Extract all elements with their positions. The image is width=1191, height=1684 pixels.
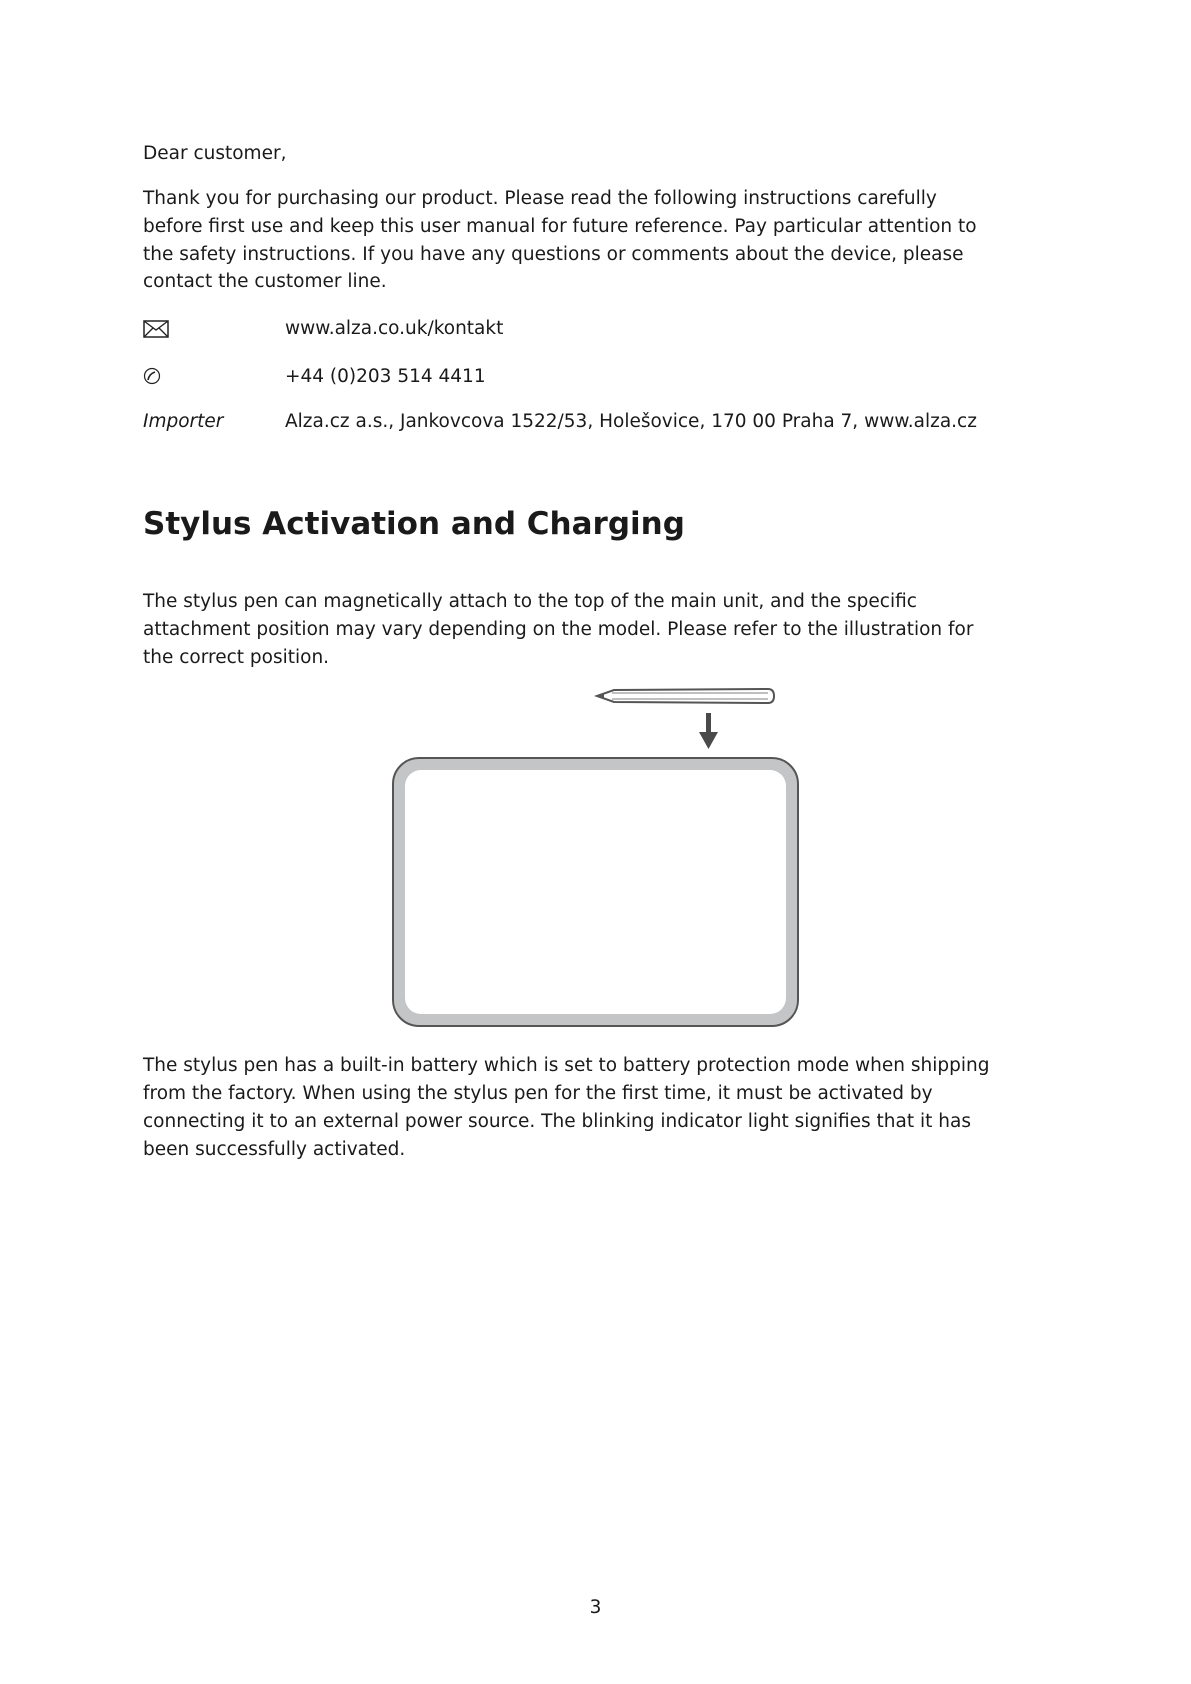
importer-address: Alza.cz a.s., Jankovcova 1522/53, Holešovice, 170 00 Praha 7, www.alza.cz [285, 411, 977, 432]
paragraph-line: The stylus pen can magnetically attach to the top of the main unit, and the specific [143, 591, 917, 612]
email-link[interactable]: www.alza.co.uk/kontakt [285, 318, 504, 339]
paragraph-line: connecting it to an external power source. The blinking indicator light signifies that it has [143, 1111, 971, 1132]
importer-label: Importer [143, 411, 224, 432]
greeting: Dear customer, [143, 143, 287, 164]
paragraph-line: attachment position may vary depending on the model. Please refer to the illustration for [143, 619, 974, 640]
intro-line: the safety instructions. If you have any questions or comments about the device, please [143, 244, 964, 265]
stylus-pen-icon [597, 689, 774, 703]
phone-number: +44 (0)203 514 4411 [285, 366, 486, 387]
paragraph-line: the correct position. [143, 647, 330, 668]
paragraph-line: from the factory. When using the stylus pen for the first time, it must be activated by [143, 1083, 933, 1104]
paragraph-line: The stylus pen has a built-in battery which is set to battery protection mode when shipping [143, 1055, 990, 1076]
intro-line: before first use and keep this user manual for future reference. Pay particular attention to [143, 216, 977, 237]
section-title: Stylus Activation and Charging [143, 506, 685, 542]
page-number: 3 [589, 1597, 602, 1618]
tablet-outline [393, 758, 798, 1026]
paragraph-line: been successfully activated. [143, 1139, 406, 1160]
intro-line: Thank you for purchasing our product. Please read the following instructions carefully [143, 188, 937, 209]
intro-line: contact the customer line. [143, 271, 387, 292]
arrow-down-icon [699, 713, 718, 749]
